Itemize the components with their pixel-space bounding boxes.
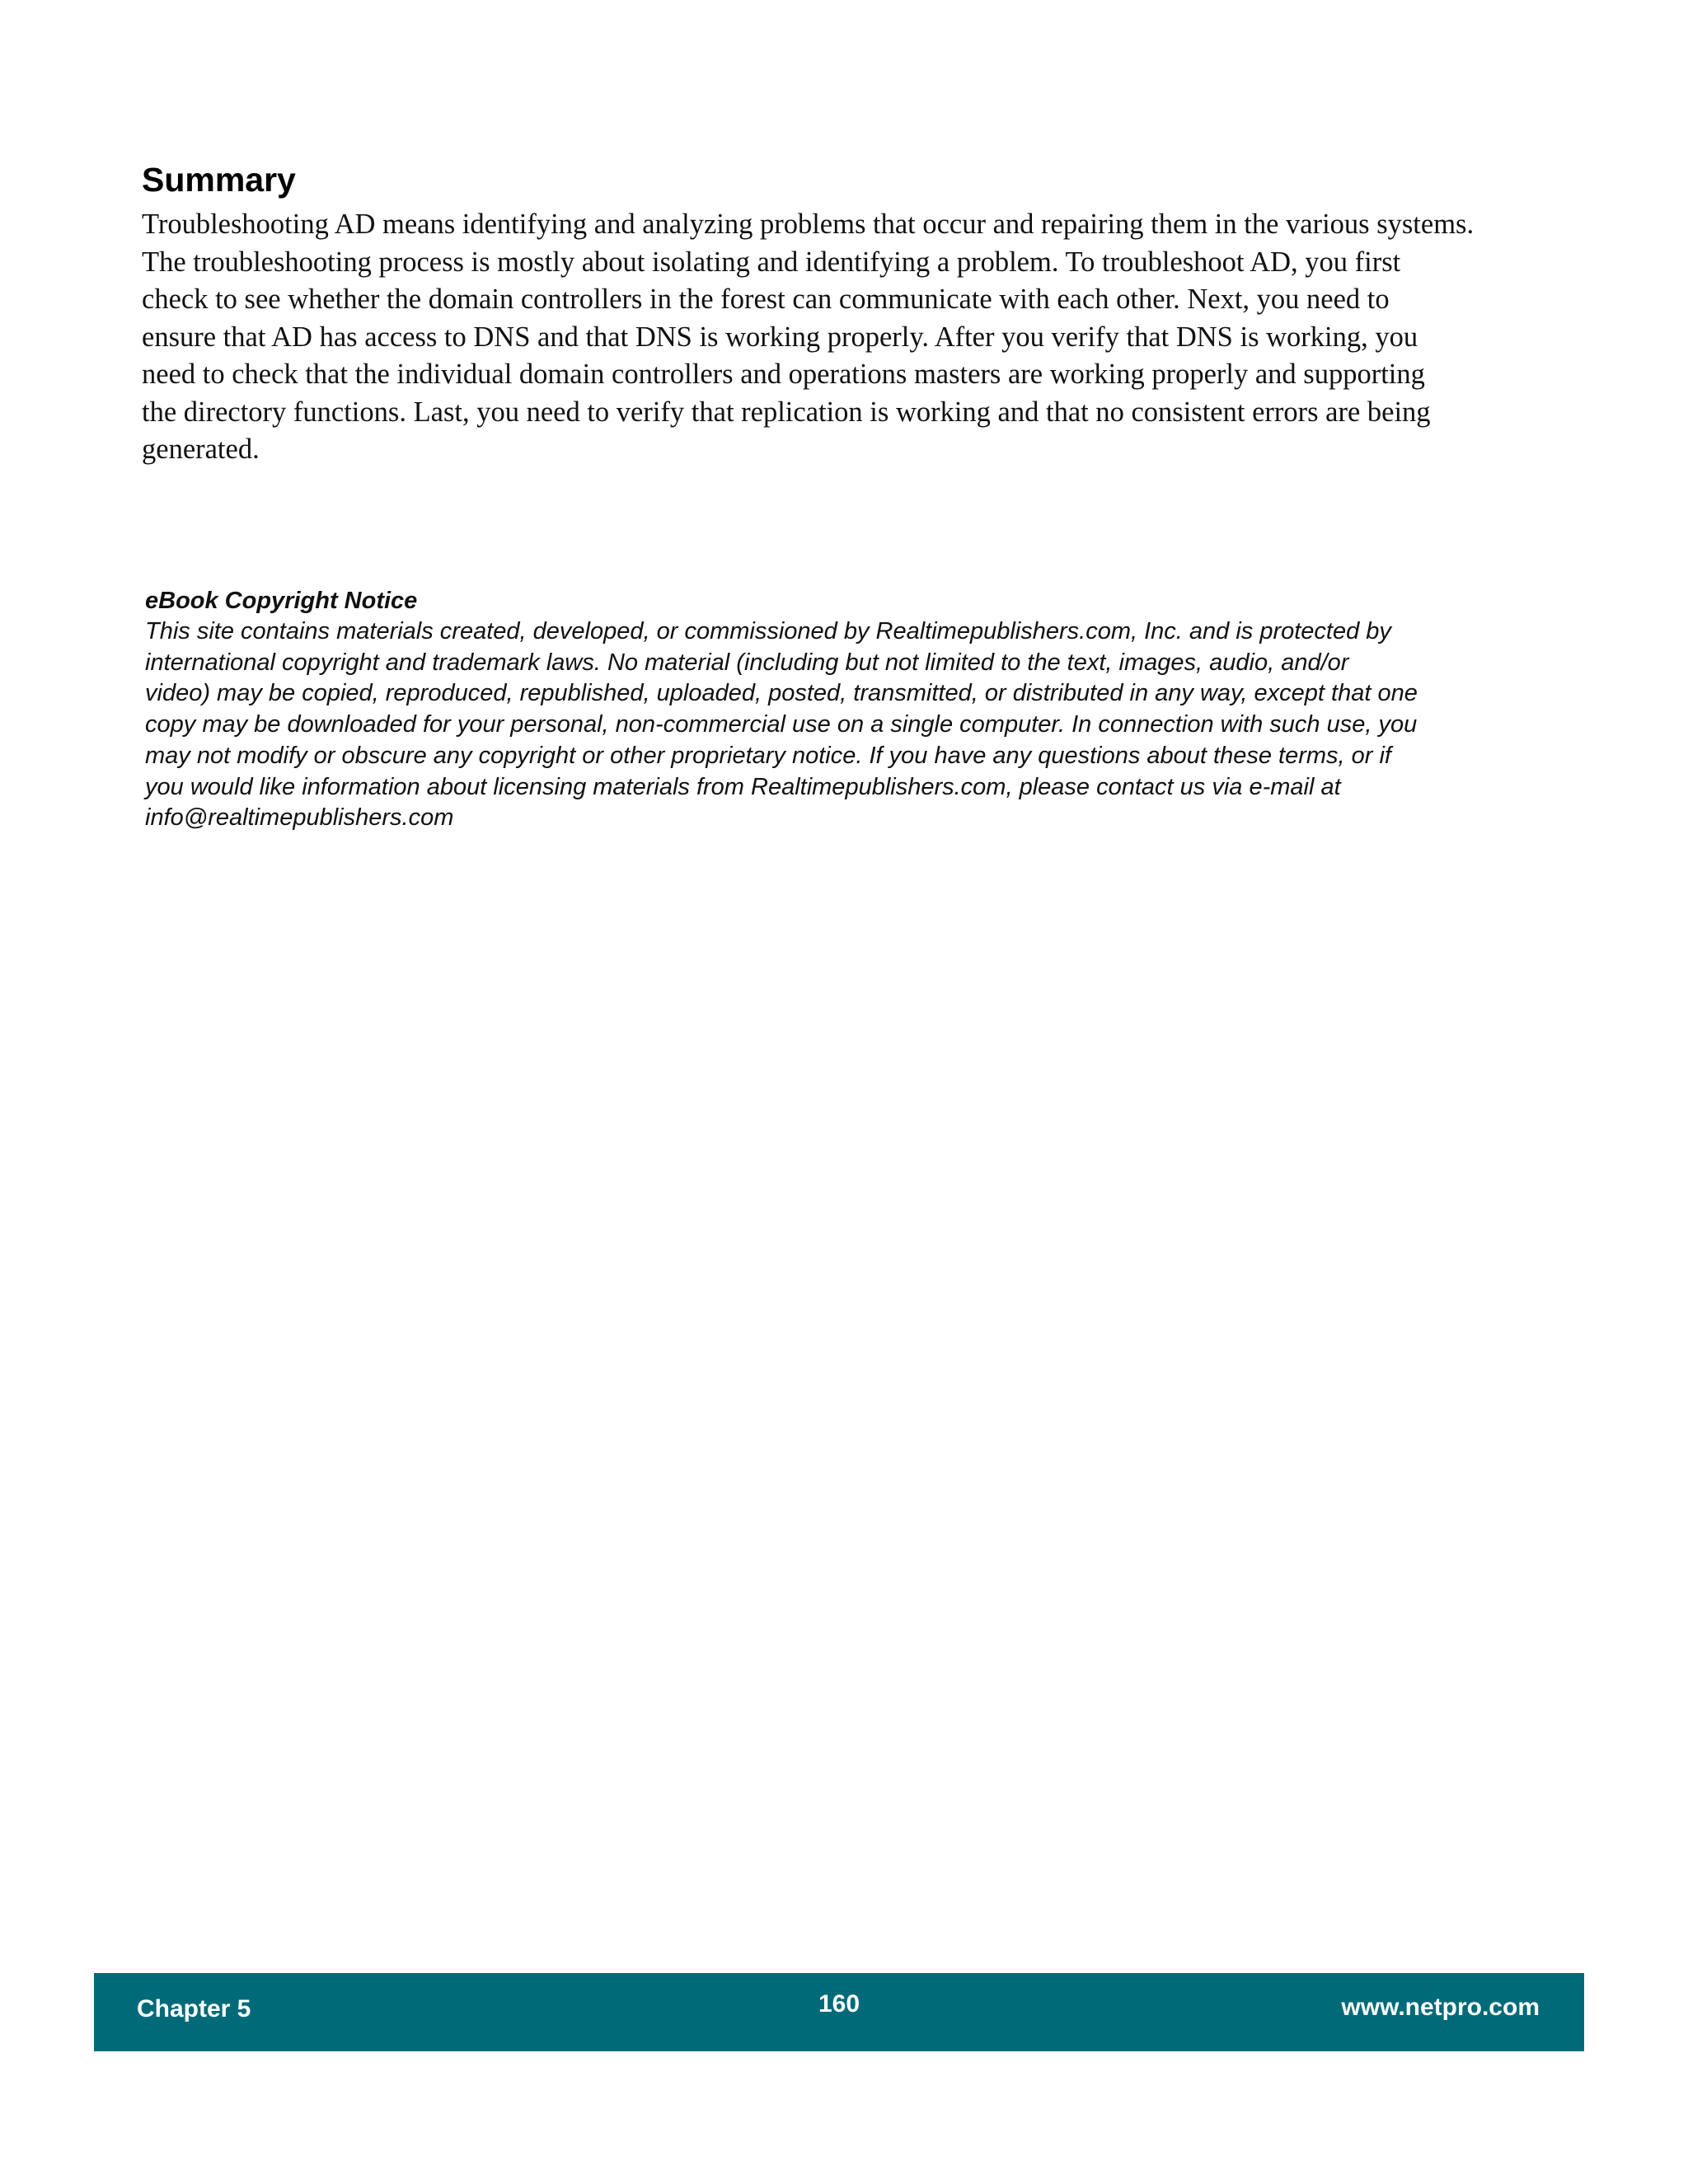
notice-email: info@realtimepublishers.com bbox=[145, 804, 454, 832]
notice-line: copy may be downloaded for your personal, non-commercial use on a single computer. In connection with such use, you bbox=[145, 711, 1418, 738]
notice-line: video) may be copied, reproduced, republished, uploaded, posted, transmitted, or distributed in any way, except that one bbox=[145, 680, 1418, 707]
summary-heading: Summary bbox=[142, 161, 296, 199]
notice-line: you would like information about licensing materials from Realtimepublishers.com, please contact us via e-mail at bbox=[145, 773, 1341, 800]
copyright-notice bbox=[145, 585, 1546, 834]
footer-website-link[interactable]: www.netpro.com bbox=[1341, 1994, 1540, 2021]
summary-line: ensure that AD has access to DNS and that DNS is working properly. After you verify that DNS is working, you bbox=[142, 321, 1418, 353]
notice-line: international copyright and trademark laws. No material (including but not limited to the text, images, audio, and/or bbox=[145, 649, 1349, 676]
page-footer bbox=[94, 1973, 1584, 2051]
summary-line: check to see whether the domain controllers in the forest can communicate with each other. Next, you need to bbox=[142, 284, 1390, 315]
summary-paragraph bbox=[142, 206, 1535, 469]
notice-line: may not modify or obscure any copyright or other proprietary notice. If you have any questions about these terms, or if bbox=[145, 742, 1391, 769]
copyright-notice-body bbox=[145, 616, 1546, 834]
footer-page-number: 160 bbox=[818, 1990, 860, 2018]
notice-line: This site contains materials created, developed, or commissioned by Realtimepublishers.com, Inc. and is protected by bbox=[145, 618, 1391, 644]
copyright-notice-title: eBook Copyright Notice bbox=[145, 588, 418, 614]
summary-line: the directory functions. Last, you need to verify that replication is working and that no consistent errors are being bbox=[142, 396, 1431, 428]
summary-line: Troubleshooting AD means identifying and analyzing problems that occur and repairing them in the various systems. bbox=[142, 209, 1475, 240]
footer-chapter-label: Chapter 5 bbox=[137, 1995, 251, 2022]
summary-line: The troubleshooting process is mostly about isolating and identifying a problem. To troubleshoot AD, you first bbox=[142, 246, 1401, 278]
summary-line: need to check that the individual domain controllers and operations masters are working properly and supporting bbox=[142, 359, 1425, 390]
summary-line: generated. bbox=[142, 434, 260, 465]
